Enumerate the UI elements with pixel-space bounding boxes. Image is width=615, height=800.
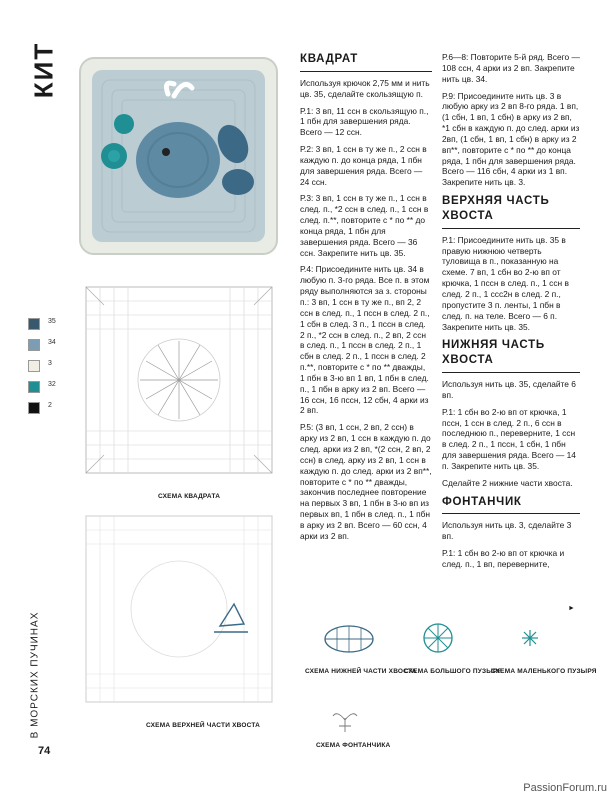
caption-small-bubble: СХЕМА МАЛЕНЬКОГО ПУЗЫРЯ [491, 668, 597, 675]
paragraph: Р.6—8: Повторите 5-й ряд. Всего — 108 ссн, 4 арки из 2 вп. Закрепите нить цв. 34. [442, 52, 580, 84]
legend-item [28, 337, 68, 358]
square-crochet-chart [82, 281, 277, 479]
paragraph: Сделайте 2 нижние части хвоста. [442, 477, 573, 488]
upper-tail-chart [82, 510, 277, 708]
whale-square-photo [78, 56, 279, 256]
legend-code: 34 [48, 339, 56, 346]
side-title: КИТ [28, 41, 59, 99]
caption-fountain: СХЕМА ФОНТАНЧИКА [316, 742, 391, 749]
paragraph: Р.1: Присоедините нить цв. 35 в правую нижнюю четверть туловища в п., показанную на схеме. 7 вп, 1 сбн во 2-ю вп от крючка, 1 пссн в след. п., 1 ссн в след. 2 п., 1 ссс2н в след. 2 п., пропустите 3 п. ленты, 1 пбн в след. п. на теле. Всего — 6 п. Закрепите нить цв. 35. [442, 234, 569, 332]
big-bubble-diagram [420, 620, 456, 656]
caption-square: СХЕМА КВАДРАТА [158, 493, 221, 500]
instructions-column-1 [300, 52, 432, 548]
paragraph: Р.1: 3 вп, 11 ссн в скользящую п., 1 пбн для завершения ряда. Всего — 12 ссн. [300, 105, 429, 138]
legend-code: 32 [48, 381, 56, 388]
legend-code: 35 [48, 318, 56, 325]
instructions-column-2 [442, 52, 580, 576]
section-label: В МОРСКИХ ПУЧИНАХ [29, 611, 41, 739]
legend-item [28, 316, 68, 337]
continue-arrow: ► [568, 605, 575, 612]
paragraph: Р.5: (3 вп, 1 ссн, 2 вп, 2 ссн) в арку из 2 вп, 1 ссн в каждую п. до след. арки из 2 вп, *(2 ссн, 2 вп, 2 ссн) в след. арку из 2 вп, 1 ссн в каждую п. до след. арки из 2 вп**, повторите с * по ** дважды, закончив последнее повторение на первых 3 вп, 1 пбн в 3-ю вп из первых вп, 1 пбн в след. п., 1 пбн в арку из 2 вп. Всего — 60 ссн, 4 арки из 2 вп. [300, 422, 432, 541]
caption-lower-tail: СХЕМА НИЖНЕЙ ЧАСТИ ХВОСТА [305, 668, 417, 675]
legend-swatch [28, 318, 40, 330]
legend-item [28, 400, 68, 421]
paragraph: Р.1: 1 сбн во 2-ю вп от крючка и след. п., 1 вп, переверните, [442, 548, 565, 569]
legend-code: 2 [48, 402, 52, 409]
paragraph: Используя нить цв. 35, сделайте 6 вп. [442, 379, 576, 400]
color-legend [28, 316, 68, 421]
legend-swatch [28, 402, 40, 414]
heading-lower-tail: НИЖНЯЯ ЧАСТЬ ХВОСТА [442, 338, 580, 373]
caption-big-bubble: СХЕМА БОЛЬШОГО ПУЗЫРЯ [404, 668, 503, 675]
heading-square: КВАДРАТ [300, 52, 432, 72]
legend-item [28, 379, 68, 400]
heading-upper-tail: ВЕРХНЯЯ ЧАСТЬ ХВОСТА [442, 194, 580, 229]
page-number: 74 [38, 745, 51, 757]
paragraph: Р.4: Присоедините нить цв. 34 в любую п. 3-го ряда. Все п. в этом ряду выполняются за з. стороны п.: 3 вп, 1 ссн в ту же п., вп 2, 2 ссн в след. п., 1 пссн в след. 2 п., 1 сбн в след. 3 п., 1 пссн в след. 2 п., *2 ссн в след. п., 2 вп, 2 ссн в след. п., 1 пссн в след. 2 п., 1 сбн в след. 2 п., 1 пссн в след. 2 п.**, повторите с * по ** дважды, 1 пбн в 3-ю вп 1 вп, 1 пбн в след. п., 1 пбн в арку из 2 вп. Всего — 16 ссн, 16 пссн, 12 сбн, 4 арки из 2 вп. [300, 264, 430, 416]
fountain-diagram [330, 706, 360, 734]
legend-swatch [28, 339, 40, 351]
heading-fountain: ФОНТАНЧИК [442, 495, 580, 515]
lower-tail-diagram [322, 622, 376, 656]
legend-swatch [28, 381, 40, 393]
paragraph: Р.3: 3 вп, 1 ссн в ту же п., 1 ссн в след. п., *2 ссн в след. п., 1 ссн в след. п.**, повторите с * по ** до конца ряда, 1 пбн для завершения ряда. Всего — 36 ссн. Закрепите нить цв. 35. [300, 193, 429, 258]
paragraph: Р.9: Присоедините нить цв. 3 в любую арку из 2 вп 8-го ряда. 1 вп, (1 сбн, 1 вп, 1 сбн) в арку из 2 вп, *1 сбн в каждую п. до след. арки из 2вп, (1 сбн, 1 вп, 1 сбн) в арку из 2 вп**, повторите с * по ** до конца ряда, 1 пбн для завершения ряда. Всего — 116 сбн, 4 арки из 1 вп. Закрепите нить цв. 3. [442, 90, 580, 188]
caption-upper-tail: СХЕМА ВЕРХНЕЙ ЧАСТИ ХВОСТА [146, 722, 260, 729]
legend-code: 3 [48, 360, 52, 367]
legend-item [28, 358, 68, 379]
paragraph: Используя крючок 2,75 мм и нить цв. 35, сделайте скользящую п. [300, 77, 430, 99]
paragraph: Р.2: 3 вп, 1 ссн в ту же п., 2 ссн в каждую п. до конца ряда, 1 пбн для завершения ряда. Всего — 24 ссн. [300, 144, 427, 187]
legend-swatch [28, 360, 40, 372]
paragraph: Р.1: 1 сбн во 2-ю вп от крючка, 1 пссн, 1 ссн в след. 2 п., 6 ссн в последнюю п., переверните, 1 ссн в след. 2 п., 1 пссн, 1 сбн, 1 пбн для завершения ряда. Всего — 14 п. Закрепите нить цв. 35. [442, 406, 576, 471]
small-bubble-diagram [520, 628, 540, 648]
paragraph: Используя нить цв. 3, сделайте 3 вп. [442, 520, 572, 542]
watermark: PassionForum.ru [523, 782, 607, 794]
